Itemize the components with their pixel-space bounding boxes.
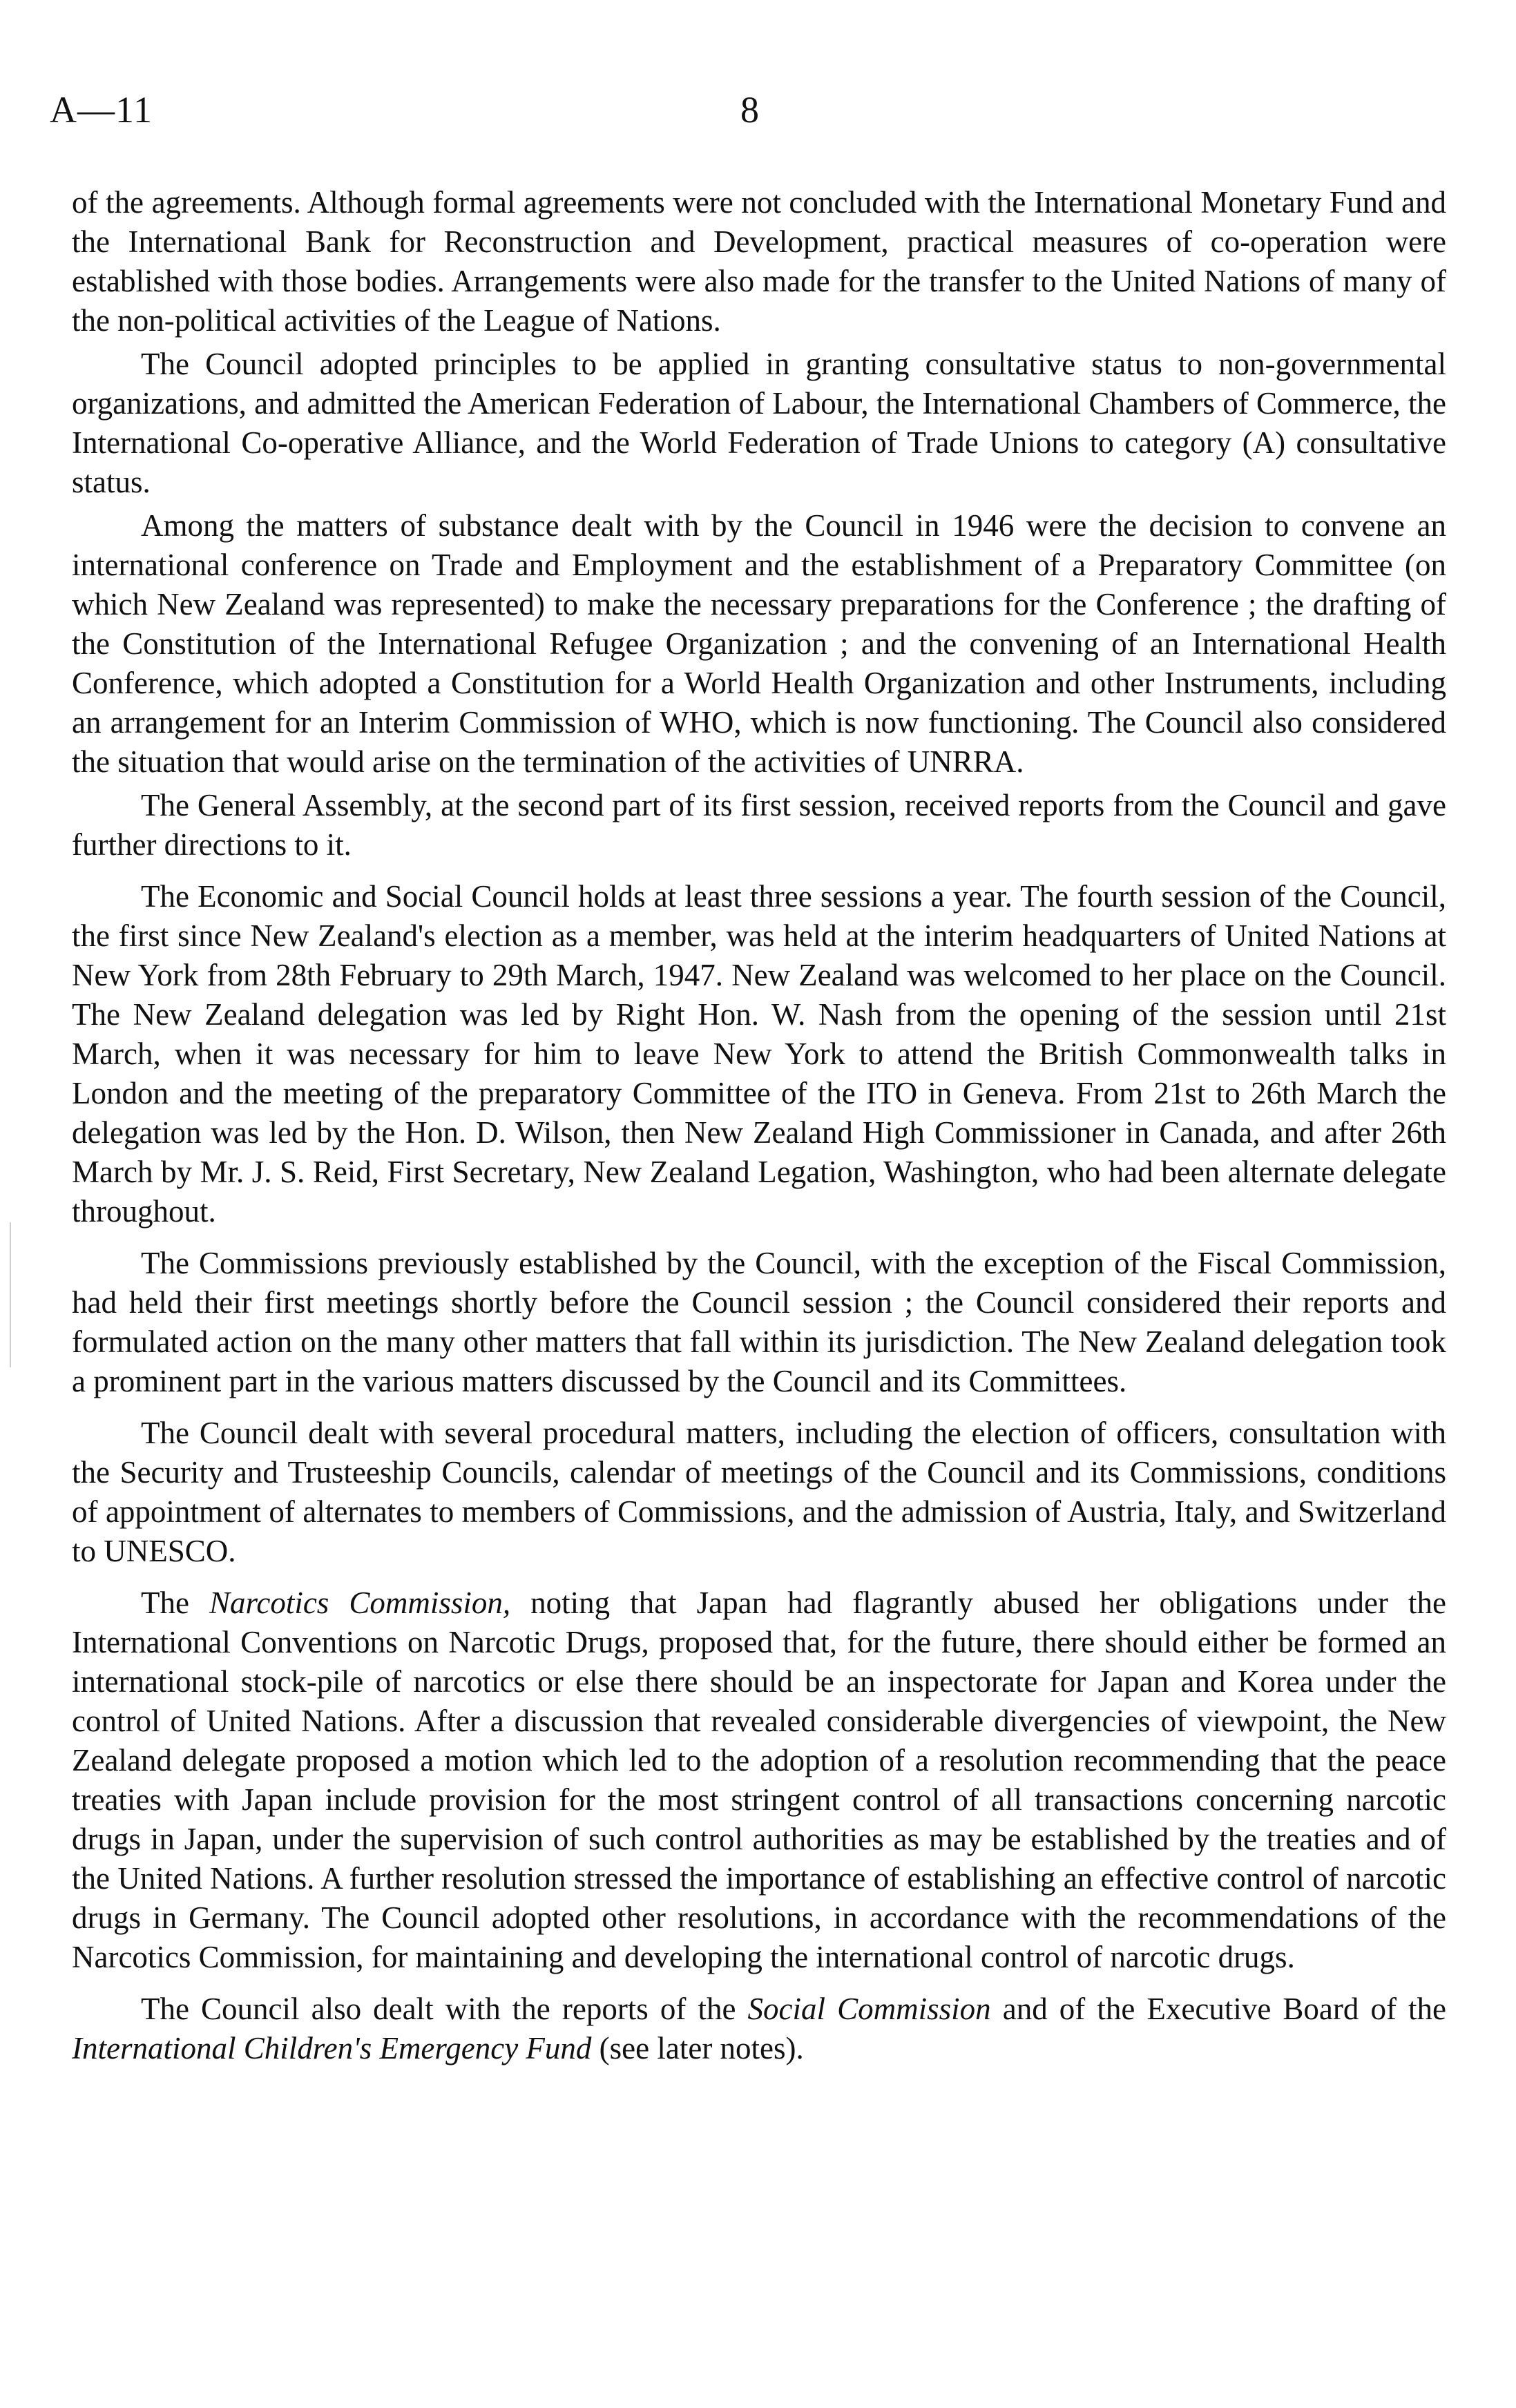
paragraph-middle: and of the Executive Board of the — [990, 1992, 1446, 2026]
page-header — [50, 88, 1445, 144]
margin-scan-mark — [10, 1298, 11, 1367]
paragraph-fourth-session: The Economic and Social Council holds at least three sessions a year. The fourth session of the Council, the first since New Zealand's election as a member, was held at the interim headquarters of United Nations at New York from 28th February to 29th March, 1947. New Zealand was welcomed to her place on the Council. The New Zealand delegation was led by Right Hon. W. Nash from the opening of the session until 21st March, when it was necessary for him to leave New York to attend the British Commonwealth talks in London and the meeting of the preparatory Committee of the ITO in Geneva. From 21st to 26th March the delegation was led by the Hon. D. Wilson, then New Zealand High Commissioner in Canada, and after 26th March by Mr. J. S. Reid, First Secretary, New Zealand Legation, Washington, who had been alternate delegate throughout. — [72, 879, 1446, 1229]
childrens-fund-title: International Children's Emergency Fund — [72, 2031, 592, 2065]
paragraph-commissions: The Commissions previously established by the Council, with the exception of the Fiscal Commission, had held their first meetings shortly before the Council session ; the Council considered their reports and formulated action on the many other matters that fall within its jurisdiction. The New Zealand delegation took a prominent part in the various matters discussed by the Council and its Committees. — [72, 1246, 1446, 1398]
page-number: 8 — [740, 89, 759, 131]
narcotics-commission-title: Narcotics Commission, — [209, 1586, 511, 1620]
paragraph-lead: The Council also dealt with the reports of the — [141, 1992, 748, 2026]
paragraph-body: noting that Japan had flagrantly abused her obligations under the International Conventions on Narcotic Drugs, proposed that, for the future, there should either be formed an international stock-pile of narcotics or else there should be an inspectorate for Japan and Korea under the control of United Nations. After a discussion that revealed considerable divergencies of viewpoint, the New Zealand delegate proposed a motion which led to the adoption of a resolution recommending that the peace treaties with Japan include provision for the most stringent control of all transactions concerning narcotic drugs in Japan, under the supervision of such control authorities as may be established by the treaties and of the United Nations. A further resolution stressed the importance of establishing an effective control of narcotic drugs in Germany. The Council adopted other resolutions, in accordance with the recommendations of the Narcotics Commission, for maintaining and developing the international control of narcotic drugs. — [72, 1586, 1447, 1974]
paragraph-narcotics-commission — [72, 1583, 1446, 1977]
paragraph-agreements: of the agreements. Although formal agreements were not concluded with the International Monetary Fund and the International Bank for Reconstruction and Development, practical measures of co-operation were established with those bodies. Arrangements were also made for the transfer to the United Nations of many of the non-political activities of the League of Nations. — [72, 185, 1446, 338]
paragraph-social-commission — [72, 1990, 1446, 2068]
document-reference: A—11 — [50, 89, 153, 131]
paragraph-consultative-status: The Council adopted principles to be applied in granting consultative status to non-governmental organizations, and admitted the American Federation of Labour, the International Chambers of Commerce, the International Co-operative Alliance, and the World Federation of Trade Unions to category (A) consultative status. — [72, 347, 1446, 499]
paragraph-matters-of-substance: Among the matters of substance dealt with by the Council in 1946 were the decision to convene an international conference on Trade and Employment and the establishment of a Preparatory Committee (on which New Zealand was represented) to make the necessary preparations for the Conference ; the drafting of the Constitution of the International Refugee Organization ; and the convening of an International Health Conference, which adopted a Constitution for a World Health Organization and other Instruments, including an arrangement for an Interim Commission of WHO, which is now functioning. The Council also considered the situation that would arise on the termination of the activities of UNRRA. — [72, 508, 1446, 779]
social-commission-title: Social Commission — [747, 1992, 991, 2026]
paragraph-lead: The — [141, 1586, 209, 1620]
body-text — [72, 183, 1446, 2075]
paragraph-procedural-matters: The Council dealt with several procedural matters, including the election of officers, consultation with the Security and Trusteeship Councils, calendar of meetings of the Council and its Commissions, conditions of appointment of alternates to members of Commissions, and the admission of Austria, Italy, and Switzerland to UNESCO. — [72, 1416, 1446, 1568]
paragraph-tail: (see later notes). — [591, 2031, 804, 2065]
paragraph-general-assembly: The General Assembly, at the second part of its first session, received reports from the Council and gave further directions to it. — [72, 788, 1446, 862]
